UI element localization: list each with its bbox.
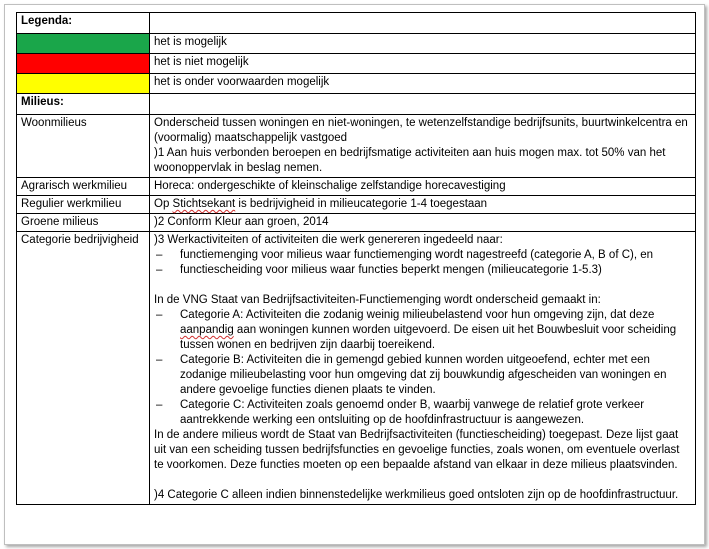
legend-swatch-red bbox=[17, 54, 150, 74]
row-label: Regulier werkmilieu bbox=[17, 196, 150, 214]
document-frame bbox=[4, 4, 705, 545]
row-content bbox=[150, 232, 696, 505]
text-segment: Categorie A: Activiteiten die zodanig weinig milieubelastend voor hun omgeving zijn, dat deze bbox=[180, 309, 655, 321]
dash-marker: – bbox=[156, 399, 163, 411]
list-item-text: functiescheiding voor milieus waar functies beperkt mengen (milieucategorie 1-5.3) bbox=[180, 264, 602, 276]
woon-text-1: Onderscheid tussen woningen en niet-woningen, te wetenzelfstandige bedrijfsunits, buurtwinkelcentra en (voormalig) maatschappelijk vastgoed bbox=[154, 117, 688, 144]
milieus-title: Milieus: bbox=[17, 94, 150, 115]
list-item bbox=[154, 248, 691, 263]
row-categorie bbox=[17, 232, 696, 505]
legend-table bbox=[16, 12, 696, 505]
legend-row-green bbox=[17, 34, 696, 54]
text-segment: is bedrijvigheid in milieucategorie 1-4 toegestaan bbox=[235, 198, 488, 210]
row-content bbox=[150, 115, 696, 178]
spellcheck-word: aanpandig bbox=[180, 324, 234, 336]
text-segment: Op bbox=[154, 198, 173, 210]
row-woonmilieus bbox=[17, 115, 696, 178]
dash-marker: – bbox=[156, 309, 163, 321]
row-content bbox=[150, 196, 696, 214]
list-item bbox=[154, 353, 691, 398]
legend-header-row bbox=[17, 13, 696, 34]
row-regulier bbox=[17, 196, 696, 214]
dash-marker: – bbox=[156, 249, 163, 261]
dash-marker: – bbox=[156, 354, 163, 366]
cat-intro: )3 Werkactiviteiten of activiteiten die werk genereren ingedeeld naar: bbox=[154, 234, 503, 246]
legend-label-red: het is niet mogelijk bbox=[150, 54, 696, 74]
legend-swatch-green bbox=[17, 34, 150, 54]
list-item-text bbox=[180, 308, 691, 353]
vng-intro: In de VNG Staat van Bedrijfsactiviteiten-Functiemenging wordt onderscheid gemaakt in: bbox=[154, 294, 601, 306]
milieus-header-empty bbox=[150, 94, 696, 115]
row-content: Horeca: ondergeschikte of kleinschalige zelfstandige horecavestiging bbox=[150, 178, 696, 196]
list-item bbox=[154, 398, 691, 428]
legend-row-yellow bbox=[17, 74, 696, 94]
woon-text-2: )1 Aan huis verbonden beroepen en bedrijfsmatige activiteiten aan huis mogen max. tot 50% van het woonoppervlak in beslag nemen. bbox=[154, 147, 666, 174]
milieus-header-row bbox=[17, 94, 696, 115]
text-segment: aan woningen kunnen worden uitgevoerd. De eisen uit het Bouwbesluit voor scheiding tussen wonen en bedrijven zijn daarbij toereikend. bbox=[180, 324, 677, 351]
spellcheck-word: Stichtsekant bbox=[172, 198, 236, 210]
other-milieus-text: In de andere milieus wordt de Staat van Bedrijfsactiviteiten (functiescheiding) toegepast. Deze lijst gaat uit van een scheiding tussen bedrijfsfuncties en gevoelige functies, zoals wonen, om eventuele overlast te voorkomen. Deze functies moeten op een bepaalde afstand van elkaar in deze milieus plaatsvinden. bbox=[154, 429, 680, 471]
legend-title: Legenda: bbox=[17, 13, 150, 34]
row-groen bbox=[17, 214, 696, 232]
list-item-text: Categorie B: Activiteiten die in gemengd gebied kunnen worden uitgeoefend, echter met een zodanige milieubelasting voor hun omgeving dat zij bouwkundig afgescheiden van woningen en andere gevoelige functies dienen plaats te vinden. bbox=[180, 354, 667, 396]
note-4: )4 Categorie C alleen indien binnenstedelijke werkmilieus goed ontsloten zijn op de hoofdinfrastructuur. bbox=[154, 489, 679, 501]
legend-header-empty bbox=[150, 13, 696, 34]
row-label: Groene milieus bbox=[17, 214, 150, 232]
spacer bbox=[154, 278, 691, 293]
row-label: Woonmilieus bbox=[17, 115, 150, 178]
list-item-text: Categorie C: Activiteiten zoals genoemd onder B, waarbij vanwege de relatief grote verkeer aantrekkende werking een ontsluiting op de hoofdinfrastructuur is aangewezen. bbox=[180, 399, 645, 426]
list-item-text: functiemenging voor milieus waar functiemenging wordt nagestreefd (categorie A, B of C), en bbox=[180, 249, 654, 261]
spacer bbox=[154, 473, 691, 488]
row-agrarisch bbox=[17, 178, 696, 196]
list-item bbox=[154, 263, 691, 278]
row-content: )2 Conform Kleur aan groen, 2014 bbox=[150, 214, 696, 232]
legend-row-red bbox=[17, 54, 696, 74]
list-item bbox=[154, 308, 691, 353]
row-label: Categorie bedrijvigheid bbox=[17, 232, 150, 505]
row-label: Agrarisch werkmilieu bbox=[17, 178, 150, 196]
dash-marker: – bbox=[156, 264, 163, 276]
legend-swatch-yellow bbox=[17, 74, 150, 94]
legend-label-yellow: het is onder voorwaarden mogelijk bbox=[150, 74, 696, 94]
legend-label-green: het is mogelijk bbox=[150, 34, 696, 54]
